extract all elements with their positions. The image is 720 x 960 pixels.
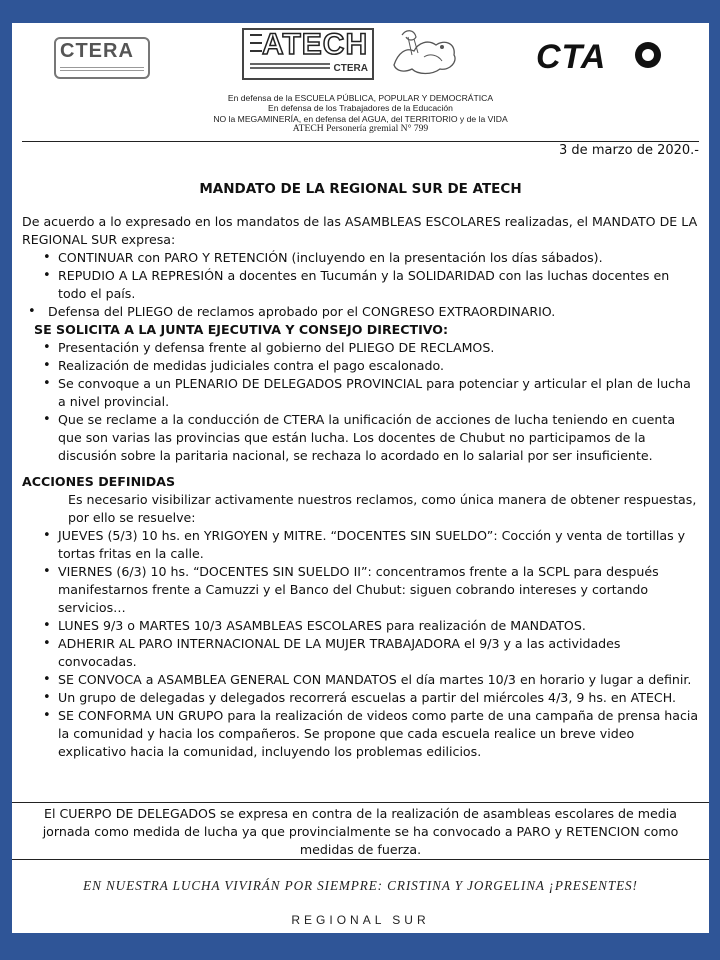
actions-intro: Es necesario visibilizar activamente nuestros reclamos, como única manera de obtener respuestas, por ello se resuelve: <box>68 492 697 525</box>
header-divider <box>22 141 699 142</box>
list-item: • ADHERIR AL PARO INTERNACIONAL DE LA MUJER TRABAJADORA el 9/3 y a las actividades convocadas. <box>22 635 699 671</box>
list-item: • SE CONFORMA UN GRUPO para la realización de videos como parte de una campaña de prensa hacia la comunidad y hacia los compañeros. Se propone que cada escuela realice un breve video explicativo hacia la comunidad, incluyendo los problemas edilicios. <box>22 707 699 761</box>
list-item: • SE CONVOCA a ASAMBLEA GENERAL CON MANDATOS el día martes 10/3 en horario y lugar a definir. <box>22 671 699 689</box>
actions-list <box>22 527 699 761</box>
list-item: • Se convoque a un PLENARIO DE DELEGADOS PROVINCIAL para potenciar y articular el plan de lucha a nivel provincial. <box>22 375 699 411</box>
request-list <box>22 339 699 465</box>
cta-logo <box>534 35 664 75</box>
list-item: • LUNES 9/3 o MARTES 10/3 ASAMBLEAS ESCOLARES para realización de MANDATOS. <box>22 617 699 635</box>
document-date: 3 de marzo de 2020.- <box>559 143 699 158</box>
dove-hand-emblem-icon <box>384 25 464 79</box>
letterhead-line-3: NO la MEGAMINERÍA, en defensa del AGUA, del TERRITORIO y de la VIDA <box>213 113 508 124</box>
list-item: • REPUDIO A LA REPRESIÓN a docentes en Tucumán y la SOLIDARIDAD con las luchas docentes en todo el país. <box>22 267 699 303</box>
delegates-note-text: El CUERPO DE DELEGADOS se expresa en contra de la realización de asambleas escolares de media jornada como medida de lucha ya que provincialmente se ha convocado a PARO y RETENCION como medidas de fuerza. <box>42 806 679 857</box>
ctera-logo-text: CTERA <box>60 40 134 62</box>
list-item: • Realización de medidas judiciales contra el pago escalonado. <box>22 357 699 375</box>
letterhead-line-2: En defensa de los Trabajadores de la Educación <box>268 103 453 114</box>
intro-paragraph: De acuerdo a lo expresado en los mandatos de las ASAMBLEAS ESCOLARES realizadas, el MANDATO DE LA REGIONAL SUR expresa: <box>22 214 698 247</box>
document-page <box>12 23 709 933</box>
cta-logo-text: CTA <box>536 38 607 75</box>
atech-logo <box>242 28 374 80</box>
list-item: • Un grupo de delegadas y delegados recorrerá escuelas a partir del miércoles 4/3, 9 hs. en ATECH. <box>22 689 699 707</box>
closing-motto: EN NUESTRA LUCHA VIVIRÁN POR SIEMPRE: CRISTINA Y JORGELINA ¡PRESENTES! <box>83 878 638 893</box>
request-heading: SE SOLICITA A LA JUNTA EJECUTIVA Y CONSEJO DIRECTIVO: <box>34 322 449 337</box>
list-item: • JUEVES (5/3) 10 hs. en YRIGOYEN y MITRE. “DOCENTES SIN SUELDO”: Cocción y venta de tortillas y tortas fritas en la calle. <box>22 527 699 563</box>
mandate-list <box>22 249 699 321</box>
document-body <box>22 213 699 761</box>
footer-signature: REGIONAL SUR <box>291 913 430 927</box>
atech-logo-text: ATECH <box>262 28 369 61</box>
ctera-logo <box>54 37 150 79</box>
letterhead-line-1: En defensa de la ESCUELA PÚBLICA, POPULAR Y DEMOCRÁTICA <box>227 93 494 103</box>
letterhead <box>12 93 709 135</box>
delegates-note-box <box>12 802 709 860</box>
list-item: • Que se reclame a la conducción de CTERA la unificación de acciones de lucha teniendo en cuenta que son varias las provincias que están lucha. Los docentes de Chubut no participamos de la discusión sobre la paritaria nacional, se rechaza lo acordado en lo salarial por ser insuficiente. <box>22 411 699 465</box>
atech-logo-tag: CTERA <box>333 63 368 74</box>
list-item: • Defensa del PLIEGO de reclamos aprobado por el CONGRESO EXTRAORDINARIO. <box>22 303 699 321</box>
letterhead-line-4: ATECH Personería gremial N° 799 <box>292 123 429 135</box>
list-item: • CONTINUAR con PARO Y RETENCIÓN (incluyendo en la presentación los días sábados). <box>22 249 699 267</box>
document-title: MANDATO DE LA REGIONAL SUR DE ATECH <box>199 181 522 197</box>
actions-heading: ACCIONES DEFINIDAS <box>22 474 176 489</box>
list-item: • Presentación y defensa frente al gobierno del PLIEGO DE RECLAMOS. <box>22 339 699 357</box>
list-item: • VIERNES (6/3) 10 hs. “DOCENTES SIN SUELDO II”: concentramos frente a la SCPL para después manifestarnos frente a Camuzzi y el Banco del Chubut: siguen cobrando intereses y cortando servicios… <box>22 563 699 617</box>
